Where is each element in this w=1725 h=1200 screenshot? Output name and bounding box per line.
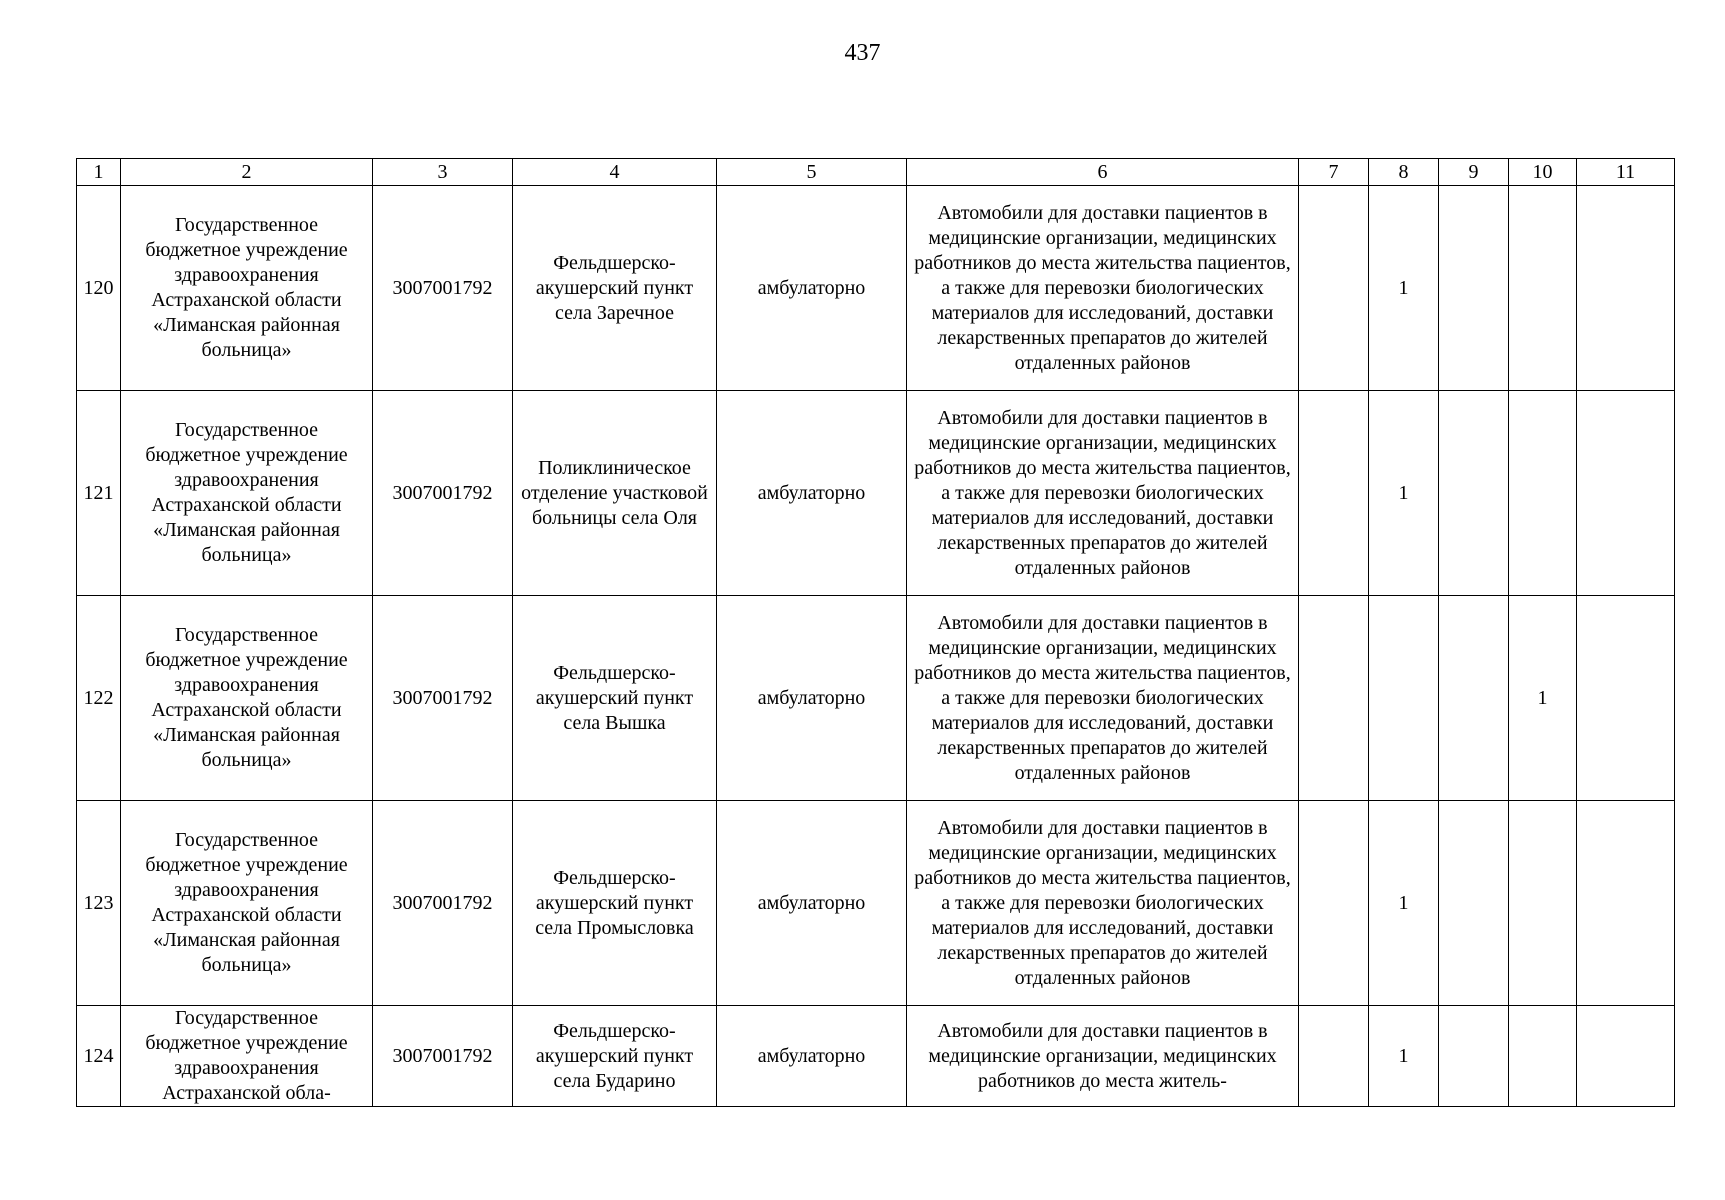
table-row [77, 1006, 1675, 1107]
column-10-value [1509, 391, 1577, 596]
care-type: амбулаторно [717, 186, 907, 391]
row-number: 120 [77, 186, 121, 391]
row-number: 123 [77, 801, 121, 1006]
column-10-value [1509, 1006, 1577, 1107]
inn-code: 3007001792 [373, 596, 513, 801]
care-type: амбулаторно [717, 1006, 907, 1107]
column-10-value [1509, 801, 1577, 1006]
subdivision-name: Фельдшерско-акушерский пункт села Заречное [513, 186, 717, 391]
inn-code: 3007001792 [373, 391, 513, 596]
column-header: 4 [513, 159, 717, 186]
table-row [77, 186, 1675, 391]
column-7-value [1299, 186, 1369, 391]
care-type: амбулаторно [717, 596, 907, 801]
column-7-value [1299, 596, 1369, 801]
column-header: 5 [717, 159, 907, 186]
column-11-value [1577, 1006, 1675, 1107]
inn-code: 3007001792 [373, 186, 513, 391]
column-header: 11 [1577, 159, 1675, 186]
column-9-value [1439, 596, 1509, 801]
column-9-value [1439, 186, 1509, 391]
column-11-value [1577, 801, 1675, 1006]
column-10-value: 1 [1509, 596, 1577, 801]
column-8-value: 1 [1369, 1006, 1439, 1107]
column-number-header [77, 159, 1675, 186]
subdivision-name: Фельдшерско-акушерский пункт села Вышка [513, 596, 717, 801]
column-header: 2 [121, 159, 373, 186]
inn-code: 3007001792 [373, 1006, 513, 1107]
organization-name: Государственное бюджетное учреждение здравоохранения Астраханской области «Лиманская районная больница» [121, 596, 373, 801]
vehicle-purpose: Автомобили для доставки пациентов в медицинские организации, медицинских работников до места жительства пациентов, а также для перевозки биологических материалов для исследований, доставки лекарственных препаратов до жителей отдаленных районов [907, 391, 1299, 596]
vehicle-purpose: Автомобили для доставки пациентов в медицинские организации, медицинских работников до места жительства пациентов, а также для перевозки биологических материалов для исследований, доставки лекарственных препаратов до жителей отдаленных районов [907, 801, 1299, 1006]
column-11-value [1577, 596, 1675, 801]
column-header: 8 [1369, 159, 1439, 186]
organization-name: Государственное бюджетное учреждение здравоохранения Астраханской области «Лиманская районная больница» [121, 391, 373, 596]
column-header: 6 [907, 159, 1299, 186]
column-header: 1 [77, 159, 121, 186]
page-number: 437 [844, 40, 881, 66]
vehicle-allocation-table [76, 158, 1675, 1107]
column-11-value [1577, 391, 1675, 596]
column-header: 10 [1509, 159, 1577, 186]
row-number: 121 [77, 391, 121, 596]
subdivision-name: Поликлиническое отделение участковой больницы села Оля [513, 391, 717, 596]
subdivision-name: Фельдшерско-акушерский пункт села Промысловка [513, 801, 717, 1006]
care-type: амбулаторно [717, 801, 907, 1006]
organization-name: Государственное бюджетное учреждение здравоохранения Астраханской области «Лиманская районная больница» [121, 186, 373, 391]
vehicle-purpose: Автомобили для доставки пациентов в медицинские организации, медицинских работников до места житель- [907, 1006, 1299, 1107]
table-row [77, 391, 1675, 596]
table-row [77, 801, 1675, 1006]
organization-name: Государственное бюджетное учреждение здравоохранения Астраханской обла- [121, 1006, 373, 1107]
vehicle-purpose: Автомобили для доставки пациентов в медицинские организации, медицинских работников до места жительства пациентов, а также для перевозки биологических материалов для исследований, доставки лекарственных препаратов до жителей отдаленных районов [907, 186, 1299, 391]
column-header: 7 [1299, 159, 1369, 186]
column-9-value [1439, 391, 1509, 596]
table-row [77, 596, 1675, 801]
care-type: амбулаторно [717, 391, 907, 596]
column-header: 3 [373, 159, 513, 186]
column-10-value [1509, 186, 1577, 391]
column-9-value [1439, 801, 1509, 1006]
row-number: 122 [77, 596, 121, 801]
column-7-value [1299, 391, 1369, 596]
subdivision-name: Фельдшерско-акушерский пункт села Бударино [513, 1006, 717, 1107]
vehicle-purpose: Автомобили для доставки пациентов в медицинские организации, медицинских работников до места жительства пациентов, а также для перевозки биологических материалов для исследований, доставки лекарственных препаратов до жителей отдаленных районов [907, 596, 1299, 801]
column-11-value [1577, 186, 1675, 391]
inn-code: 3007001792 [373, 801, 513, 1006]
column-header: 9 [1439, 159, 1509, 186]
column-8-value [1369, 596, 1439, 801]
column-8-value: 1 [1369, 391, 1439, 596]
row-number: 124 [77, 1006, 121, 1107]
column-7-value [1299, 1006, 1369, 1107]
column-9-value [1439, 1006, 1509, 1107]
column-8-value: 1 [1369, 186, 1439, 391]
column-8-value: 1 [1369, 801, 1439, 1006]
organization-name: Государственное бюджетное учреждение здравоохранения Астраханской области «Лиманская районная больница» [121, 801, 373, 1006]
column-7-value [1299, 801, 1369, 1006]
